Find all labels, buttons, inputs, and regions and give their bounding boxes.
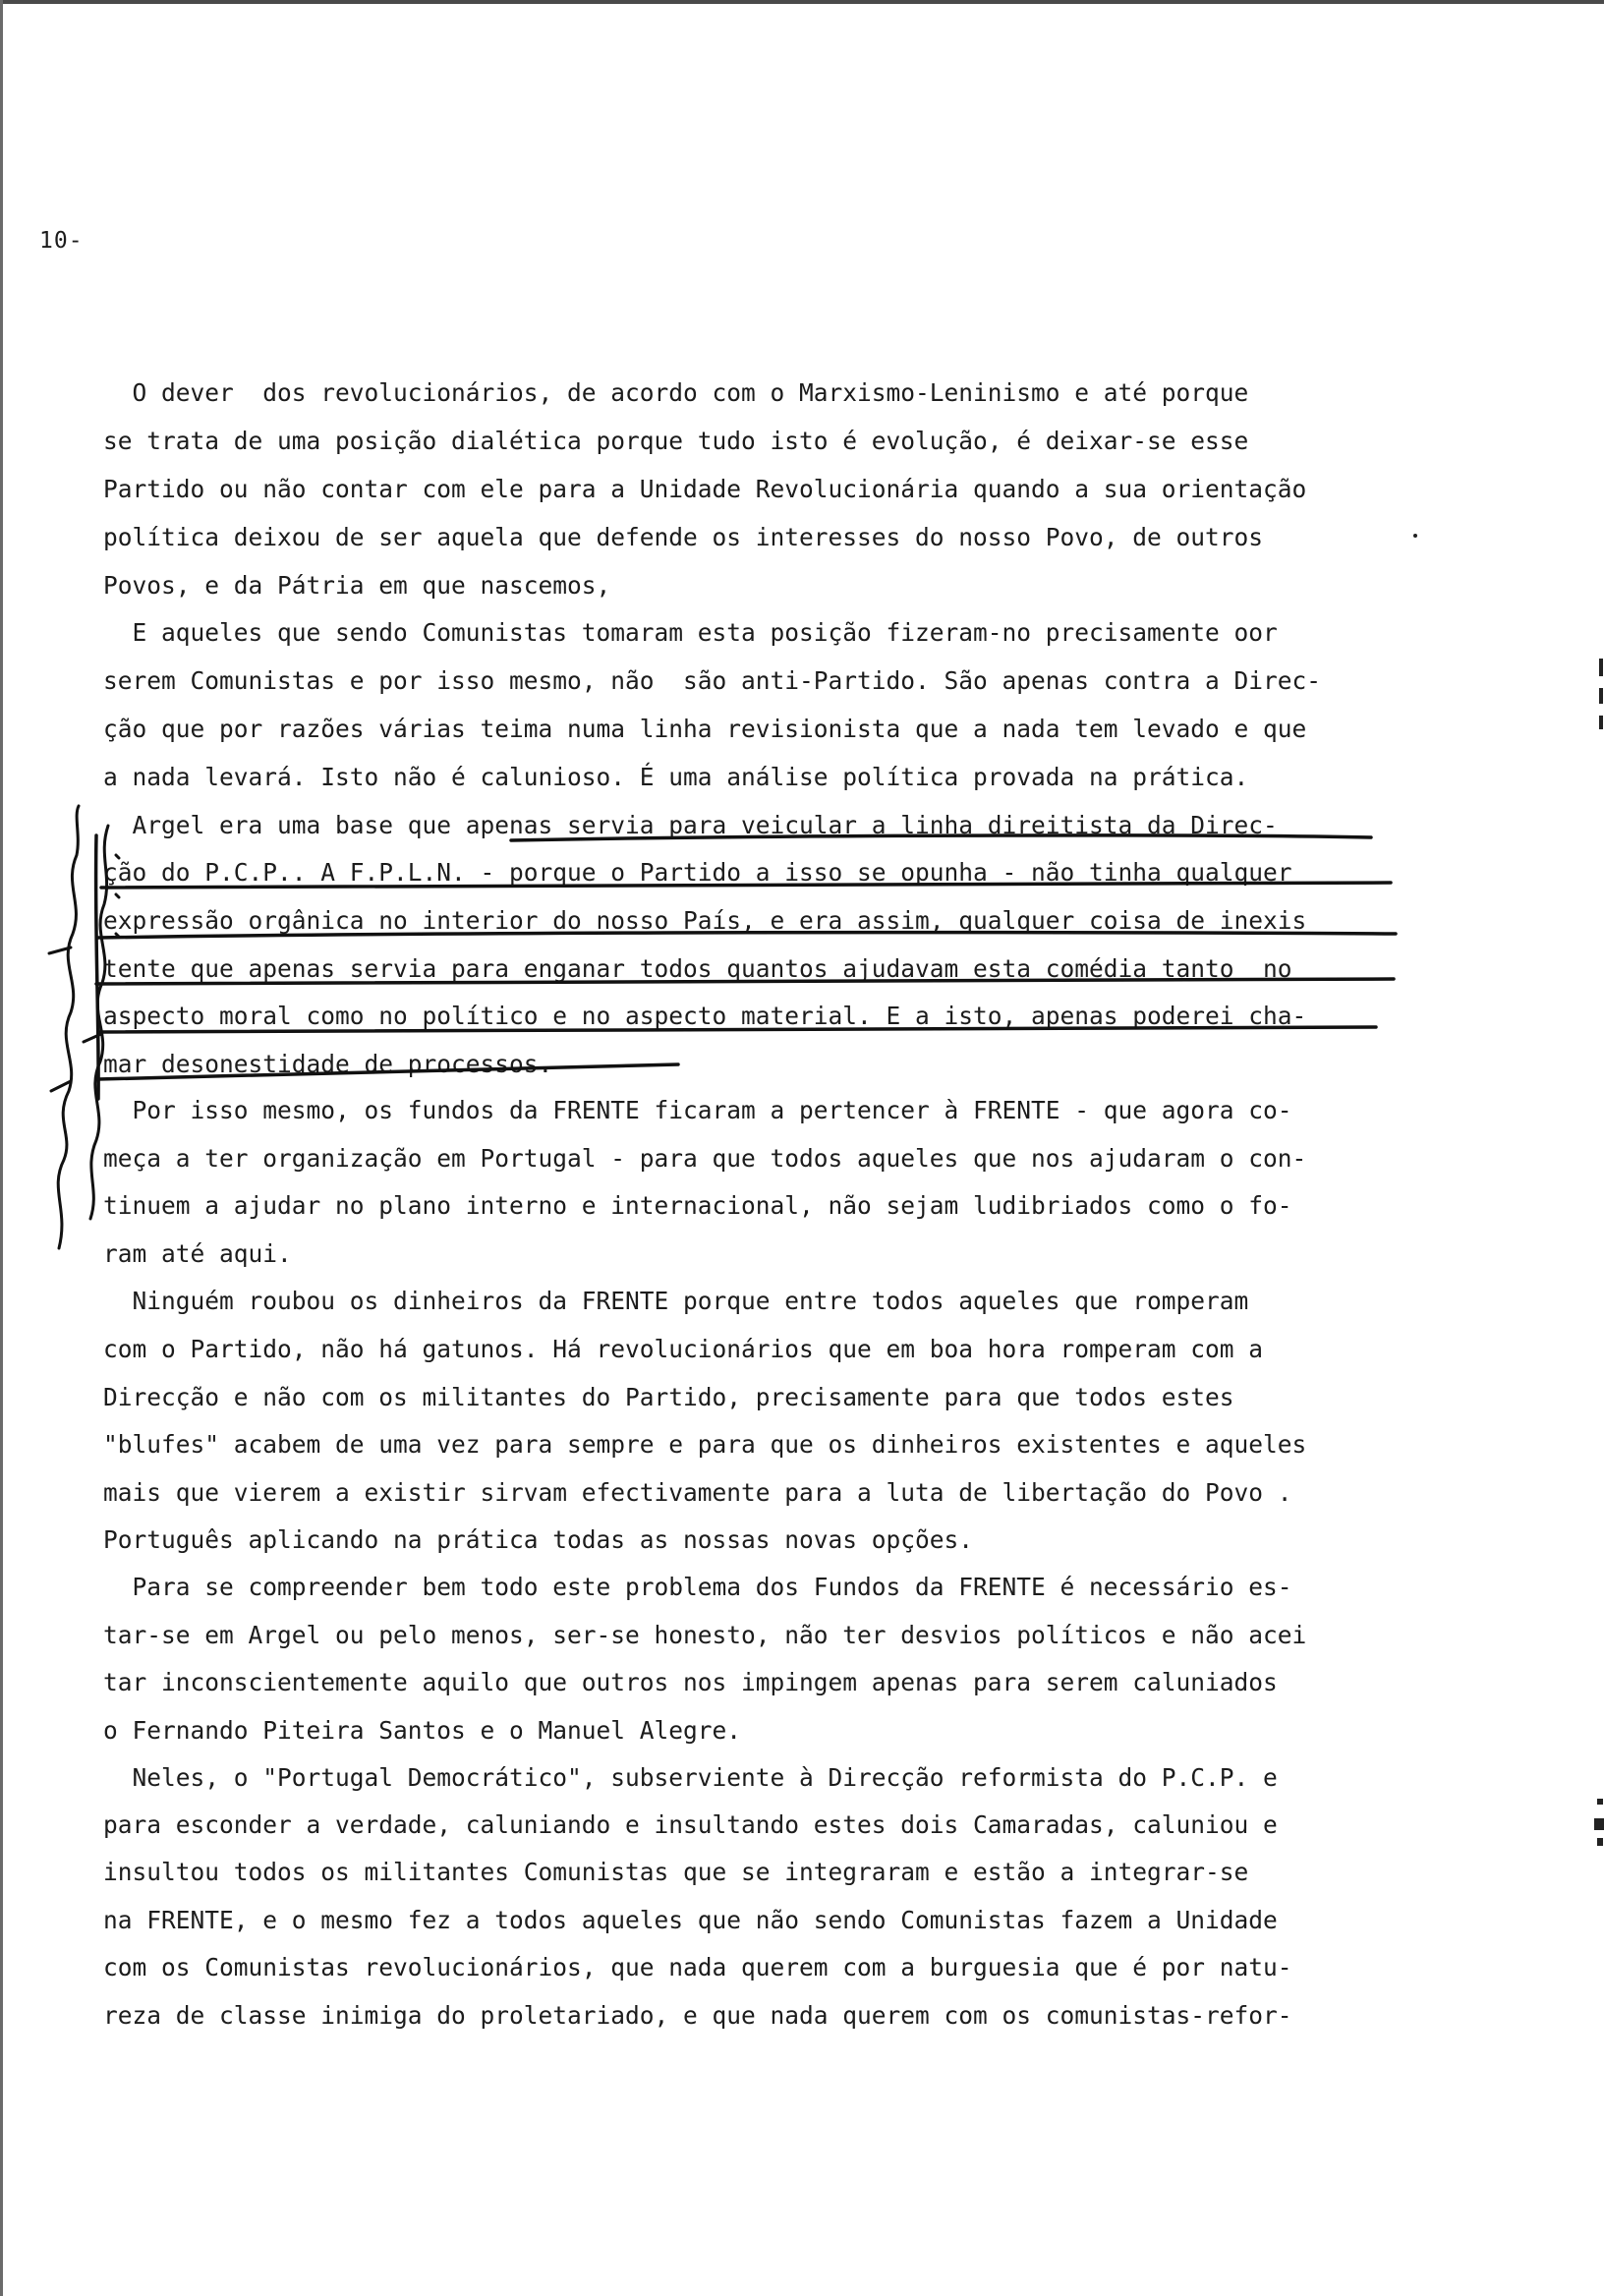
text-line: aspecto moral como no político e no aspecto material. E a isto, apenas poderei cha- <box>103 1002 1307 1030</box>
text-line: Para se compreender bem todo este problema dos Fundos da FRENTE é necessário es- <box>103 1573 1292 1601</box>
text-line: Ninguém roubou os dinheiros da FRENTE porque entre todos aqueles que romperam <box>103 1287 1249 1315</box>
text-line: mar desonestidade de processos. <box>103 1050 553 1078</box>
text-line: Neles, o "Portugal Democrático", subserviente à Direcção reformista do P.C.P. e <box>103 1763 1278 1792</box>
text-line: ção que por razões várias teima numa linha revisionista que a nada tem levado e que <box>103 715 1307 743</box>
text-line: reza de classe inimiga do proletariado, e que nada querem com os comunistas-refor- <box>103 2001 1292 2030</box>
text-line: tinuem a ajudar no plano interno e internacional, não sejam ludibriados como o fo- <box>103 1191 1292 1220</box>
text-line: "blufes" acabem de uma vez para sempre e para que os dinheiros existentes e aqueles <box>103 1430 1307 1459</box>
text-line: com os Comunistas revolucionários, que nada querem com a burguesia que é por natu- <box>103 1953 1292 1981</box>
page-number: 10- <box>39 228 84 254</box>
text-line: tente que apenas servia para enganar todos quantos ajudavam esta comédia tanto no <box>103 954 1292 983</box>
scan-edge-top <box>0 0 1604 4</box>
text-line: se trata de uma posição dialética porque tudo isto é evolução, é deixar-se esse <box>103 427 1249 455</box>
text-line: expressão orgânica no interior do nosso País, e era assim, qualquer coisa de inexis <box>103 906 1307 935</box>
text-line: na FRENTE, e o mesmo fez a todos aqueles que não sendo Comunistas fazem a Unidade <box>103 1906 1278 1934</box>
handwritten-margin-note <box>29 796 128 1268</box>
text-line: Português aplicando na prática todas as nossas novas opções. <box>103 1525 974 1554</box>
scan-edge-left <box>0 0 3 2296</box>
text-line: Argel era uma base que apenas servia para veicular a linha direitista da Direc- <box>103 811 1278 839</box>
text-line: política deixou de ser aquela que defende os interesses do nosso Povo, de outros <box>103 523 1264 551</box>
text-line: ram até aqui. <box>103 1239 292 1268</box>
text-line: com o Partido, não há gatunos. Há revolucionários que em boa hora romperam com a <box>103 1335 1264 1363</box>
text-line: O dever dos revolucionários, de acordo com o Marxismo-Leninismo e até porque <box>103 378 1249 407</box>
text-line: Povos, e da Pátria em que nascemos, <box>103 571 611 600</box>
text-line: Partido ou não contar com ele para a Unidade Revolucionária quando a sua orientação <box>103 475 1307 503</box>
text-line: ção do P.C.P.. A F.P.L.N. - porque o Partido a isso se opunha - não tinha qualquer <box>103 858 1292 887</box>
text-line: Por isso mesmo, os fundos da FRENTE ficaram a pertencer à FRENTE - que agora co- <box>103 1096 1292 1124</box>
text-line: o Fernando Piteira Santos e o Manuel Alegre. <box>103 1716 742 1745</box>
text-line: mais que vierem a existir sirvam efectivamente para a luta de libertação do Povo . <box>103 1478 1292 1507</box>
text-line: meça a ter organização em Portugal - para que todos aqueles que nos ajudaram o con- <box>103 1144 1307 1173</box>
text-line: Direcção e não com os militantes do Partido, precisamente para que todos estes <box>103 1383 1234 1411</box>
text-line: serem Comunistas e por isso mesmo, não são anti-Partido. São apenas contra a Direc- <box>103 666 1322 695</box>
text-line: a nada levará. Isto não é calunioso. É uma análise política provada na prática. <box>103 763 1249 791</box>
text-line: tar inconscientemente aquilo que outros nos impingem apenas para serem caluniados <box>103 1668 1278 1696</box>
text-line: E aqueles que sendo Comunistas tomaram esta posição fizeram-no precisamente oor <box>103 618 1278 647</box>
text-line: para esconder a verdade, caluniando e insultando estes dois Camaradas, caluniou e <box>103 1810 1278 1839</box>
text-line: insultou todos os militantes Comunistas que se integraram e estão a integrar-se <box>103 1858 1249 1886</box>
text-line: tar-se em Argel ou pelo menos, ser-se honesto, não ter desvios políticos e não acei <box>103 1621 1307 1649</box>
